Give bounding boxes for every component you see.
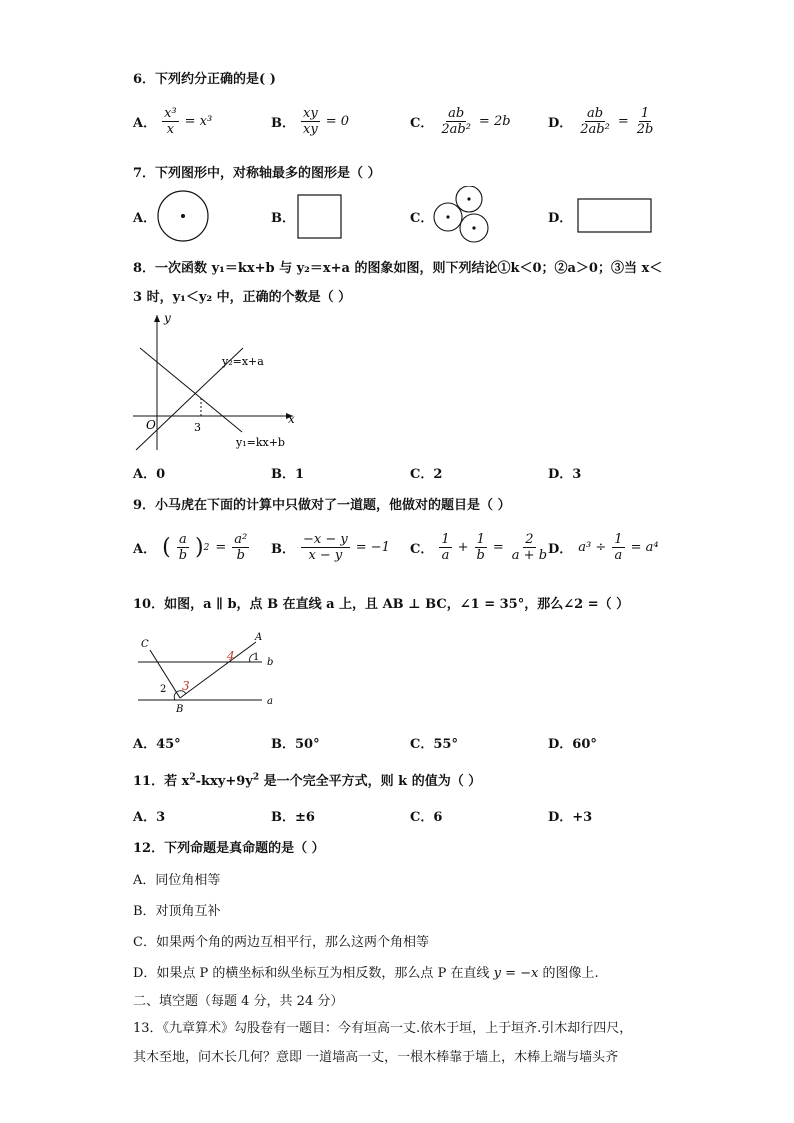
expression-rhs: = 2b [478, 114, 511, 129]
option-label: C． [410, 116, 434, 131]
q8-option-d: D．3 [548, 467, 582, 482]
question-6-options [133, 106, 693, 136]
fraction: $\frac{a}{b}$ [178, 532, 188, 563]
q6-option-d [548, 106, 655, 137]
angle-1-label: 1 [253, 652, 260, 663]
q12-option-b: B．对顶角互补 [133, 904, 221, 919]
q11-option-c: C．6 [410, 810, 443, 825]
q10-option-c: C．55° [410, 737, 458, 752]
q8-option-b: B．1 [271, 467, 305, 482]
angle-2-label: 2 [160, 684, 167, 695]
fraction: $\frac{\text{x³}}{x}$ [164, 106, 177, 137]
q8-option-c: C．2 [410, 467, 443, 482]
expression-rhs: = [617, 114, 629, 129]
point-b-label: B [176, 704, 184, 715]
q11-option-d: D．+3 [548, 810, 593, 825]
rectangle-figure [577, 198, 653, 234]
q12-option-d: D．如果点 P 的横坐标和纵坐标互为相反数，那么点 P 在直线 y = −x 的图像上. [133, 966, 599, 981]
question-10-stem: 10．如图，a ∥ b，点 B 在直线 a 上，且 AB ⊥ BC，∠1 = 35°，那么∠2 =（ ） [133, 597, 630, 612]
question-13-line2: 其木至地，问木长几何？意即 一道墙高一丈，一根木棒靠于墙上，木棒上端与墙头齐 [133, 1050, 619, 1065]
line-b-label: b [267, 657, 274, 668]
q10-option-a: A．45° [133, 737, 181, 752]
question-8-options [133, 463, 693, 493]
x-axis-label: x [288, 412, 295, 426]
q7-option-a: A． [133, 211, 157, 226]
question-13-line1: 13．《九章算术》勾股卷有一题目：今有垣高一丈.依木于垣，上于垣齐.引木却行四尺， [133, 1021, 633, 1036]
q9-option-d: D． a³ ÷ $\frac{1}{a}$ = a⁴ [548, 532, 659, 563]
q7-option-c: C． [410, 211, 434, 226]
q11-option-a: A．3 [133, 810, 166, 825]
q12-option-a: A．同位角相等 [133, 873, 221, 888]
fraction: $\frac{ab}{\text{2ab²}}$ [580, 106, 610, 137]
line-a-label: a [267, 696, 273, 707]
line-y1-label: y₁=kx+b [236, 436, 285, 449]
expression-rhs: = 0 [325, 114, 349, 129]
fraction: $\frac{1}{a}$ [614, 532, 623, 563]
tick-3-label: 3 [194, 421, 201, 434]
q8-option-a: A．0 [133, 467, 166, 482]
q7-option-d: D． [548, 211, 573, 226]
section-2-heading: 二、填空题（每题 4 分，共 24 分） [133, 994, 344, 1009]
expression-rhs: = x³ [184, 114, 213, 129]
fraction: $\frac{2}{a + b}$ [511, 532, 548, 563]
option-label: B． [271, 116, 295, 131]
question-7-options [133, 190, 693, 245]
q8-graph-figure [128, 310, 308, 455]
q9-option-a: A． ( $\frac{a}{b}$ ) 2 = $\frac{\text{a²}}{b}$ [133, 532, 248, 563]
question-7-stem: 7．下列图形中，对称轴最多的图形是（ ） [133, 166, 381, 181]
q9-option-b: B． $\frac{-x - y}{x - y}$ = −1 [271, 532, 390, 563]
three-circles-figure [431, 186, 495, 246]
q11-option-b: B．±6 [271, 810, 315, 825]
fraction: $\frac{1}{b}$ [476, 532, 485, 563]
y-axis-label: y [164, 311, 171, 325]
fraction: $\frac{xy}{xy}$ [303, 106, 318, 137]
origin-label: O [146, 418, 156, 432]
question-11-stem: 11．若 $x^2-kxy+9y^2$ 是一个完全平方式，则 k 的值为（ ） [133, 772, 482, 789]
q10-geometry-figure [130, 628, 280, 716]
question-11-options [133, 806, 693, 836]
q9-option-c: C． $\frac{1}{a}$ + $\frac{1}{b}$ = $\frac{2}{a + b}$ [410, 532, 548, 563]
square-figure [297, 194, 343, 240]
question-9-stem: 9．小马虎在下面的计算中只做对了一道题，他做对的题目是（ ） [133, 498, 511, 513]
fraction: $\frac{1}{a}$ [441, 532, 450, 563]
line-y2-label: y₂=x+a [222, 355, 264, 368]
option-label: D． [548, 116, 573, 131]
q12-option-c: C．如果两个角的两边互相平行，那么这两个角相等 [133, 935, 429, 950]
handwritten-mark-4: 4 [227, 649, 235, 663]
q6-option-c [410, 106, 511, 137]
question-9-options [133, 532, 693, 568]
q10-option-d: D．60° [548, 737, 597, 752]
question-8-stem-line1: 8．一次函数 y₁＝kx+b 与 y₂＝x+a 的图象如图，则下列结论①k＜0；②a＞0；③当 x＜ [133, 261, 663, 276]
q7-option-b: B． [271, 211, 295, 226]
circle-figure [155, 190, 211, 242]
fraction: $\frac{ab}{\text{2ab²}}$ [441, 106, 471, 137]
q6-option-a [133, 106, 212, 137]
fraction: $\frac{\text{a²}}{b}$ [234, 532, 248, 563]
option-label: A． [133, 116, 157, 131]
q10-option-b: B．50° [271, 737, 320, 752]
fraction: $\frac{1}{2b}$ [636, 106, 654, 137]
fraction: $\frac{-x - y}{x - y}$ [303, 532, 348, 563]
question-8-stem-line2: 3 时，y₁＜y₂ 中，正确的个数是（ ） [133, 290, 352, 305]
question-12-stem: 12．下列命题是真命题的是（ ） [133, 841, 325, 856]
point-a-label: A [255, 632, 263, 643]
point-c-label: C [141, 639, 149, 650]
question-6-stem: 6．下列约分正确的是( ) [133, 72, 276, 87]
q6-option-b [271, 106, 349, 137]
handwritten-mark-3: 3 [182, 679, 190, 693]
question-10-options [133, 733, 693, 763]
